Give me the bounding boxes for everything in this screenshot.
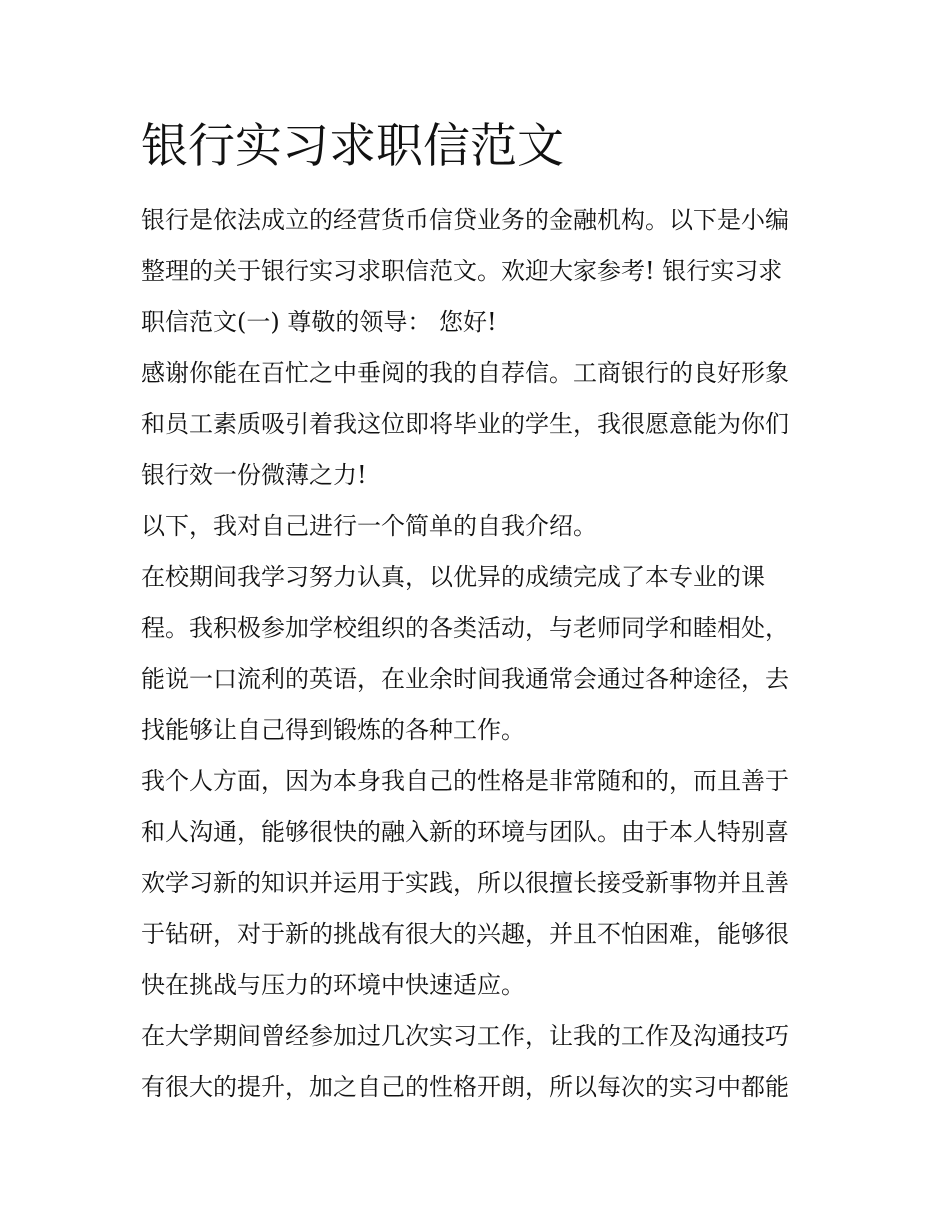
text-line: 银行效一份微薄之力!	[141, 461, 367, 489]
paragraph-school	[141, 552, 813, 756]
text-line: 快在挑战与压力的环境中快速适应。	[141, 971, 525, 999]
text-line: 整理的关于银行实习求职信范文。欢迎大家参考! 银行实习求	[141, 257, 783, 285]
paragraph-thanks	[141, 348, 813, 501]
text-line: 和人沟通，能够很快的融入新的环境与团队。由于本人特别喜	[141, 818, 789, 846]
text-line: 我个人方面，因为本身我自己的性格是非常随和的，而且善于	[141, 767, 789, 795]
paragraph-internship	[141, 1011, 813, 1113]
text-line: 程。我积极参加学校组织的各类活动，与老师同学和睦相处，	[141, 614, 789, 642]
text-line: 找能够让自己得到锻炼的各种工作。	[141, 716, 525, 744]
text-line: 和员工素质吸引着我这位即将毕业的学生，我很愿意能为你们	[141, 410, 789, 438]
document-title: 银行实习求职信范文	[141, 119, 564, 174]
text-line: 在大学期间曾经参加过几次实习工作，让我的工作及沟通技巧	[141, 1022, 789, 1050]
text-line: 银行是依法成立的经营货币信贷业务的金融机构。以下是小编	[141, 206, 789, 234]
paragraph-self-intro	[141, 501, 813, 552]
text-line: 以下，我对自己进行一个简单的自我介绍。	[141, 512, 597, 540]
paragraph-personality	[141, 756, 813, 1011]
text-line: 有很大的提升，加之自己的性格开朗，所以每次的实习中都能	[141, 1073, 789, 1101]
text-line: 欢学习新的知识并运用于实践，所以很擅长接受新事物并且善	[141, 869, 789, 897]
text-line: 在校期间我学习努力认真，以优异的成绩完成了本专业的课	[141, 563, 765, 591]
text-line: 于钻研，对于新的挑战有很大的兴趣，并且不怕困难，能够很	[141, 920, 789, 948]
text-line: 职信范文(一) 尊敬的领导： 您好!	[141, 308, 497, 336]
text-line: 能说一口流利的英语，在业余时间我通常会通过各种途径，去	[141, 665, 789, 693]
document-body	[141, 195, 813, 1113]
paragraph-intro	[141, 195, 813, 348]
text-line: 感谢你能在百忙之中垂阅的我的自荐信。工商银行的良好形象	[141, 359, 789, 387]
